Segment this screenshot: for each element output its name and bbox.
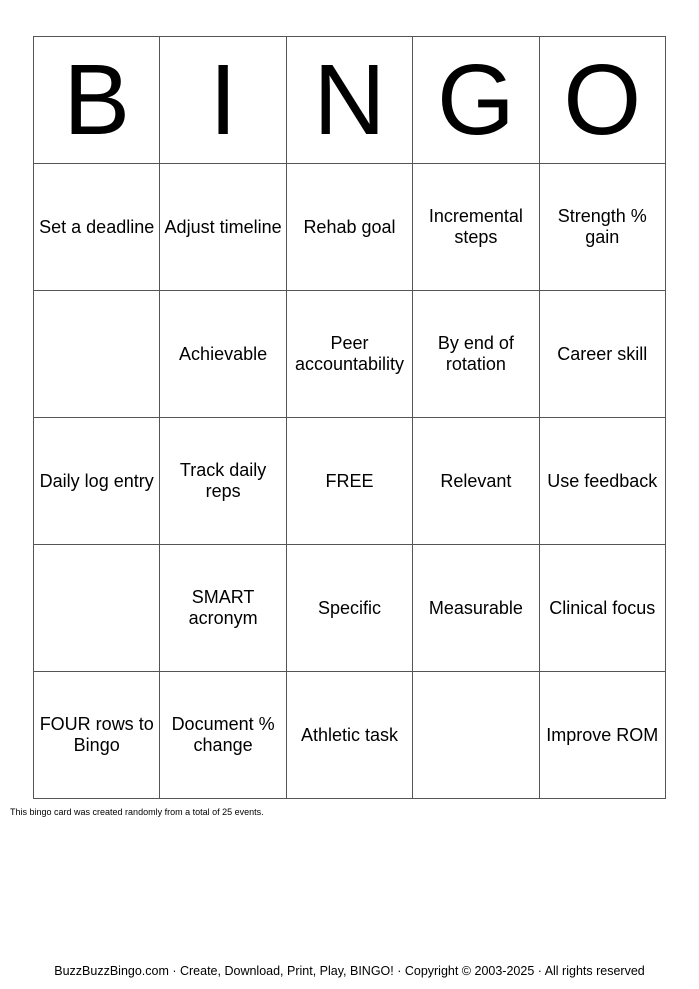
bingo-row-3 bbox=[34, 418, 666, 545]
bingo-cell: Daily log entry bbox=[34, 418, 160, 545]
bingo-row-2 bbox=[34, 291, 666, 418]
card-footnote: This bingo card was created randomly from a total of 25 events. bbox=[10, 807, 264, 817]
bingo-cell: By end of rotation bbox=[413, 291, 539, 418]
bingo-cell: SMART acronym bbox=[160, 545, 286, 672]
bingo-cell: Track daily reps bbox=[160, 418, 286, 545]
header-letter-g: G bbox=[413, 37, 539, 164]
header-letter-b: B bbox=[34, 37, 160, 164]
bingo-cell bbox=[413, 672, 539, 799]
bingo-cell: Career skill bbox=[539, 291, 665, 418]
bingo-cell: Peer accountability bbox=[286, 291, 412, 418]
bingo-cell: Athletic task bbox=[286, 672, 412, 799]
header-letter-i: I bbox=[160, 37, 286, 164]
bingo-row-1 bbox=[34, 164, 666, 291]
bingo-cell: Achievable bbox=[160, 291, 286, 418]
bingo-cell: Rehab goal bbox=[286, 164, 412, 291]
bingo-header-row bbox=[34, 37, 666, 164]
header-letter-n: N bbox=[286, 37, 412, 164]
bingo-cell: Set a deadline bbox=[34, 164, 160, 291]
bingo-cell: Relevant bbox=[413, 418, 539, 545]
bingo-cell: Specific bbox=[286, 545, 412, 672]
bingo-cell: Use feedback bbox=[539, 418, 665, 545]
bingo-cell bbox=[34, 545, 160, 672]
bingo-cell: Improve ROM bbox=[539, 672, 665, 799]
bingo-row-4 bbox=[34, 545, 666, 672]
bingo-cell bbox=[34, 291, 160, 418]
bingo-cell: Strength % gain bbox=[539, 164, 665, 291]
bingo-cell: FOUR rows to Bingo bbox=[34, 672, 160, 799]
site-footer: BuzzBuzzBingo.com · Create, Download, Print, Play, BINGO! · Copyright © 2003-2025 · All rights reserved bbox=[54, 964, 645, 978]
bingo-card bbox=[33, 36, 666, 799]
bingo-cell: Measurable bbox=[413, 545, 539, 672]
free-space-cell: FREE bbox=[286, 418, 412, 545]
header-letter-o: O bbox=[539, 37, 665, 164]
bingo-cell: Document % change bbox=[160, 672, 286, 799]
bingo-cell: Incremental steps bbox=[413, 164, 539, 291]
bingo-cell: Clinical focus bbox=[539, 545, 665, 672]
bingo-cell: Adjust timeline bbox=[160, 164, 286, 291]
bingo-row-5 bbox=[34, 672, 666, 799]
